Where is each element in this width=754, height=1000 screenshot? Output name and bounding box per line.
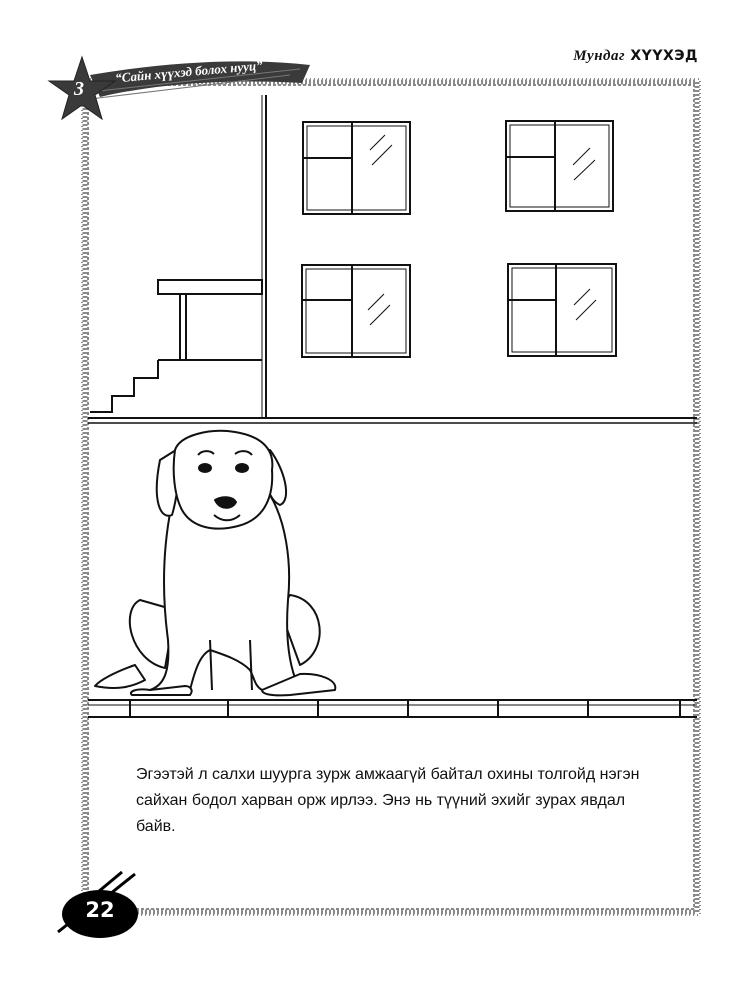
window xyxy=(303,122,410,214)
building xyxy=(88,95,697,423)
window xyxy=(508,264,616,356)
page-number: 22 xyxy=(85,898,115,922)
brand-script: Мундаг xyxy=(573,48,626,64)
brand-logo xyxy=(573,48,698,65)
brand-caps: ХҮҮХЭД xyxy=(630,48,698,64)
sidewalk-curb xyxy=(88,700,697,717)
dog-drawing xyxy=(95,431,335,695)
porch-stairs xyxy=(90,280,262,412)
window xyxy=(302,265,410,357)
banner-title: “Сайн хүүхэд болох нууц” xyxy=(114,57,264,86)
chapter-number: 3 xyxy=(74,78,84,100)
window xyxy=(506,121,613,211)
story-paragraph: Эгээтэй л салхи шуурга зурж амжаагүй байтал охины толгойд нэгэн сайхан бодол харван орж ирлээ. Энэ нь түүний эхийг зурах явдал байв. xyxy=(136,766,640,835)
